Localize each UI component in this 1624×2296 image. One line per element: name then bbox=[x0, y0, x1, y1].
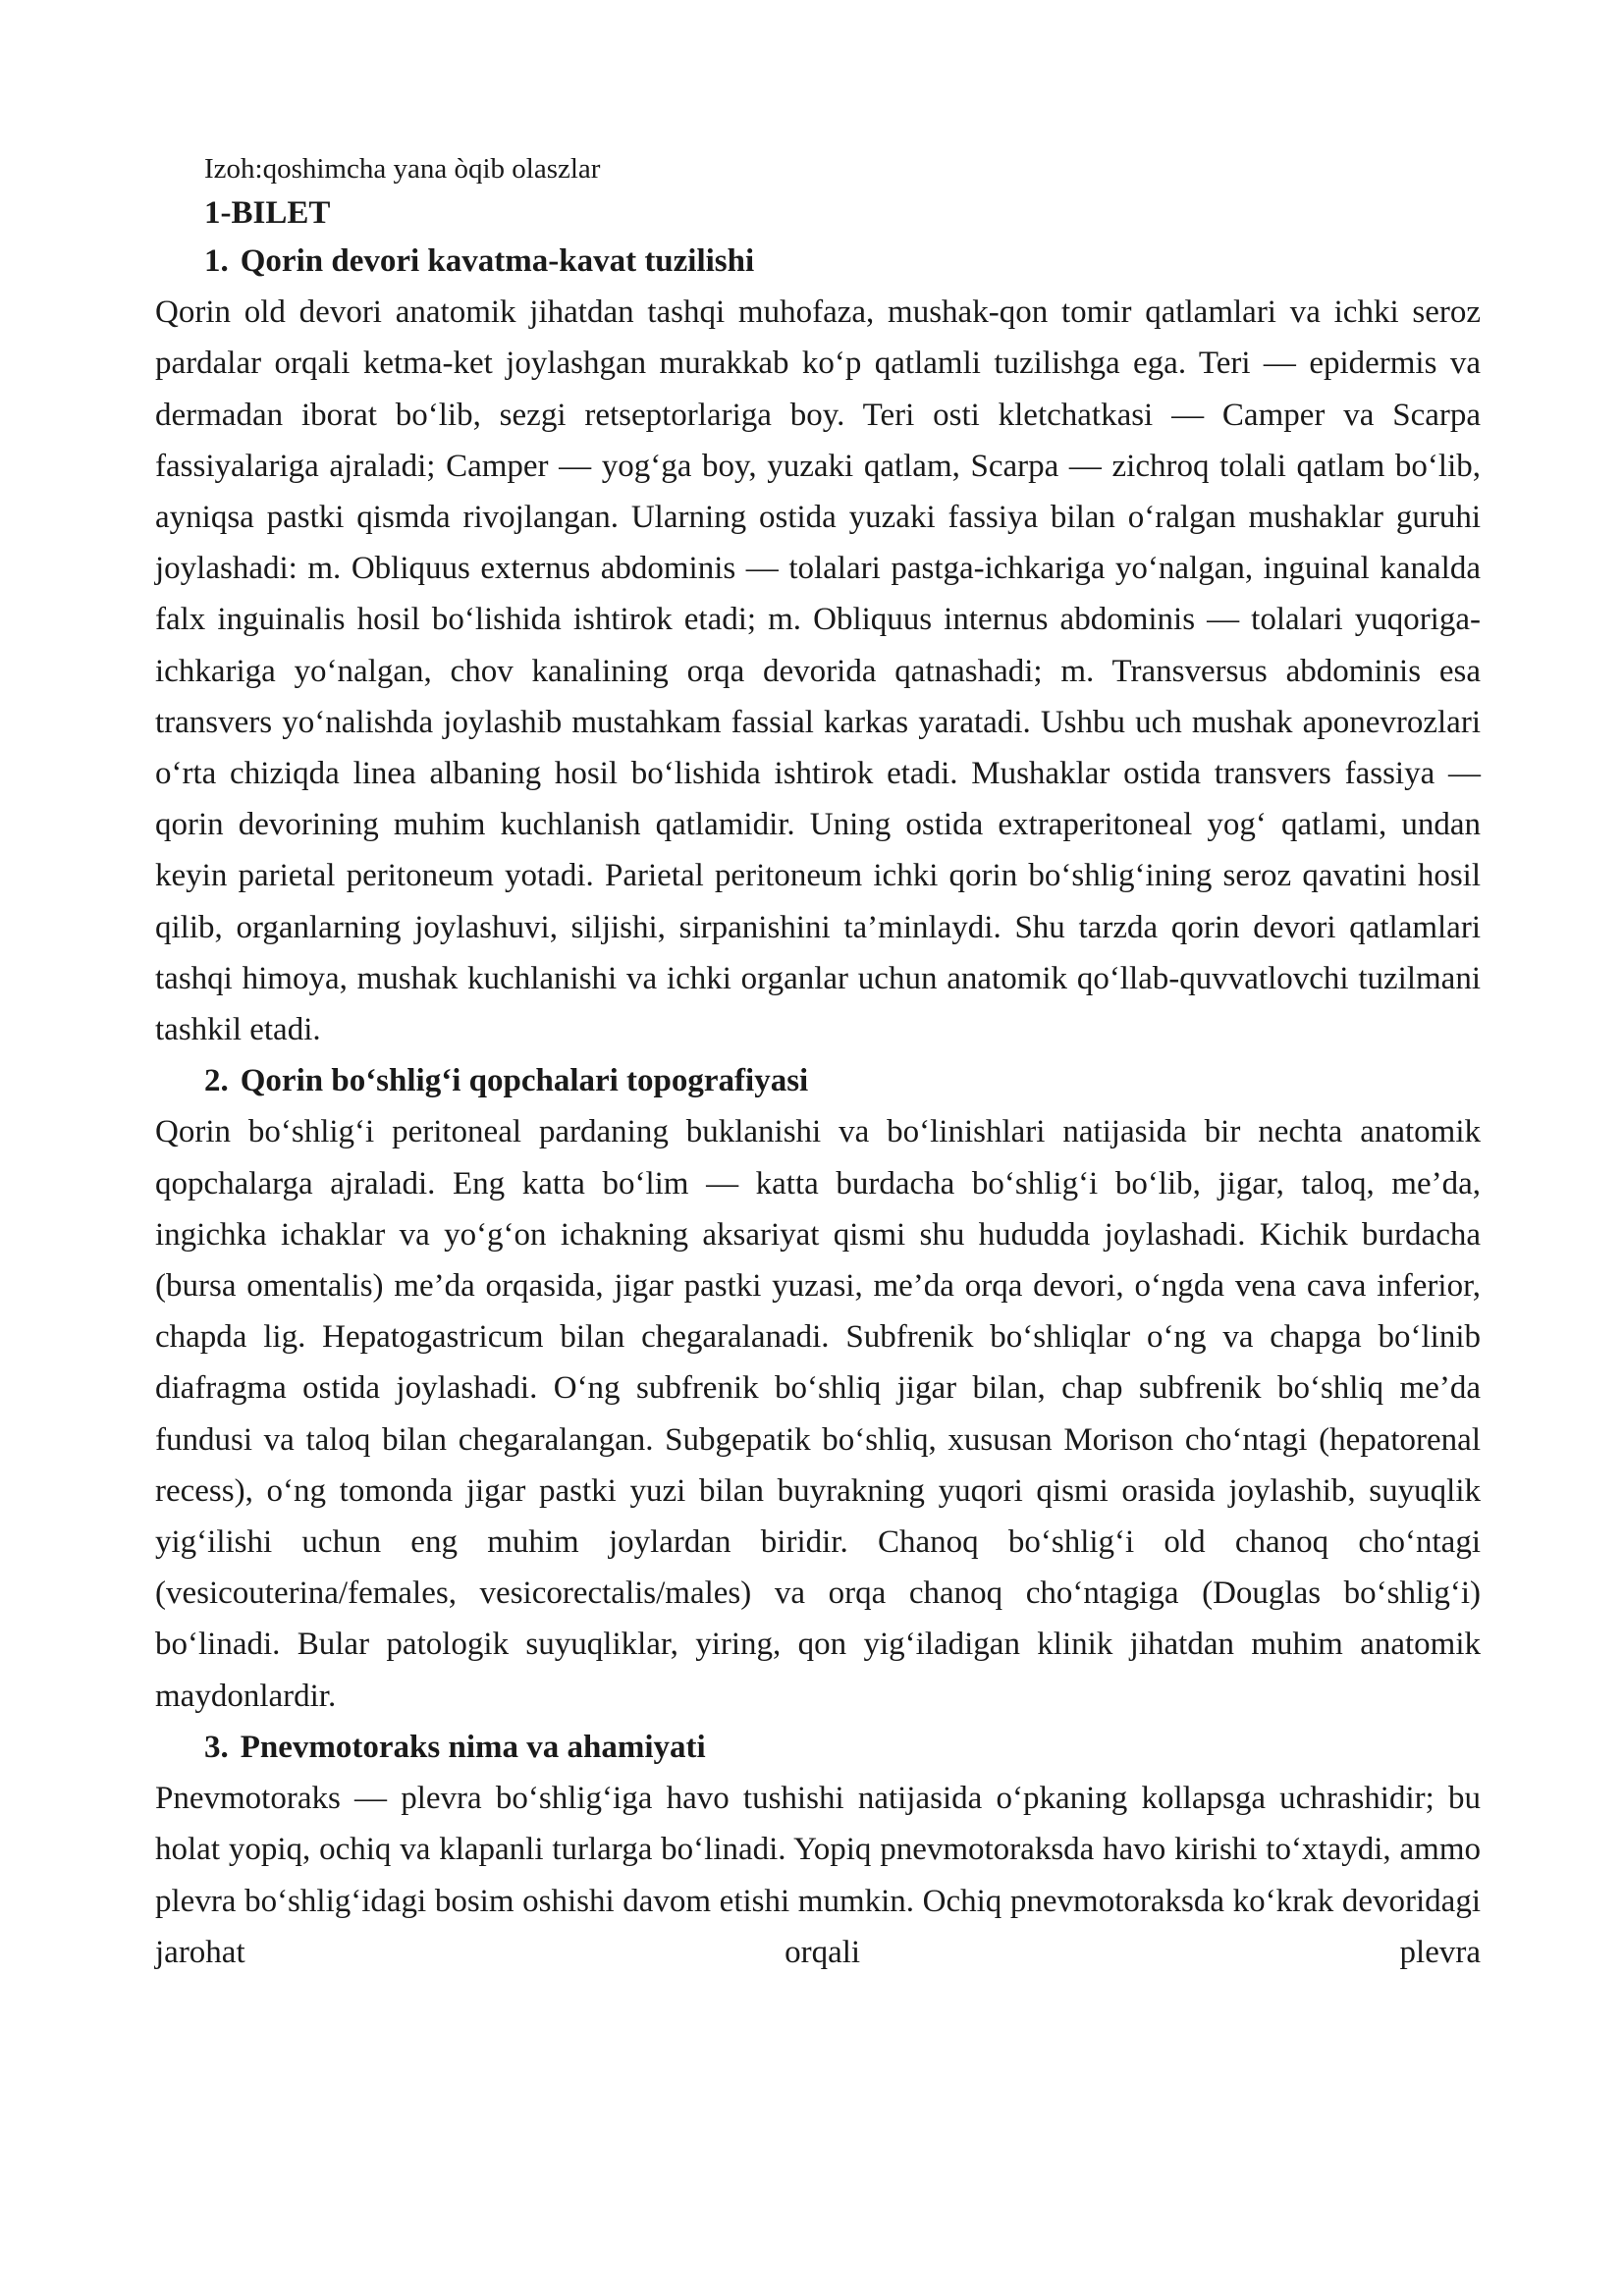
question-number: 1. bbox=[204, 243, 229, 279]
question-title: Qorin bo‘shlig‘i qopchalari topografiyasi bbox=[240, 1063, 809, 1099]
answer-paragraph-2: Qorin bo‘shlig‘i peritoneal pardaning buklanishi va bo‘linishlari natijasida bir nechta anatomik qopchalarga ajraladi. Eng katta bo‘lim — katta burdacha bo‘shlig‘i bo‘lib, jigar, taloq, me’da, ingichka ichaklar va yo‘g‘on ichakning aksariyat qismi shu hududda joylashadi. Kichik burdacha (bursa omentalis) me’da orqasida, jigar pastki yuzasi, me’da orqa devori, o‘ngda vena cava inferior, chapda lig. Hepatogastricum bilan chegaralanadi. Subfrenik bo‘shliqlar o‘ng va chapga bo‘linib diafragma ostida joylashadi. O‘ng subfrenik bo‘shliq jigar bilan, chap subfrenik bo‘shliq me’da fundusi va taloq bilan chegaralangan. Subgepatik bo‘shliq, xususan Morison cho‘ntagi (hepatorenal recess), o‘ng tomonda jigar pastki yuzi bilan buyrakning yuqori qismi orasida joylashib, suyuqlik yig‘ilishi uchun eng muhim joylardan biridir. Chanoq bo‘shlig‘i old chanoq cho‘ntagi (vesicouterina/females, vesicorectalis/males) va orqa chanoq cho‘ntagiga (Douglas bo‘shlig‘i) bo‘linadi. Bular patologik suyuqliklar, yiring, qon yig‘iladigan klinik jihatdan muhim anatomik maydonlardir. bbox=[155, 1114, 1481, 1714]
answer-paragraph-1: Qorin old devori anatomik jihatdan tashqi muhofaza, mushak-qon tomir qatlamlari va ichki seroz pardalar orqali ketma-ket joylashgan murakkab ko‘p qatlamli tuzilishga ega. Teri — epidermis va dermadan iborat bo‘lib, sezgi retseptorlariga boy. Teri osti kletchatkasi — Camper va Scarpa fassiyalariga ajraladi; Camper — yog‘ga boy, yuzaki qatlam, Scarpa — zichroq tolali qatlam bo‘lib, ayniqsa pastki qismda rivojlangan. Ularning ostida yuzaki fassiya bilan o‘ralgan mushaklar guruhi joylashadi: m. Obliquus externus abdominis — tolalari pastga-ichkariga yo‘nalgan, inguinal kanalda falx inguinalis hosil bo‘lishida ishtirok etadi; m. Obliquus internus abdominis — tolalari yuqoriga-ichkariga yo‘nalgan, chov kanalining orqa devorida qatnashadi; m. Transversus abdominis esa transvers yo‘nalishda joylashib mustahkam fassial karkas yaratadi. Ushbu uch mushak aponevrozlari o‘rta chiziqda linea albaning hosil bo‘lishida ishtirok etadi. Mushaklar ostida transvers fassiya — qorin devorining muhim kuchlanish qatlamidir. Uning ostida extraperitoneal yog‘ qatlami, undan keyin parietal peritoneum yotadi. Parietal peritoneum ichki qorin bo‘shlig‘ining seroz qavatini hosil qilib, organlarning joylashuvi, siljishi, sirpanishini ta’minlaydi. Shu tarzda qorin devori qatlamlari tashqi himoya, mushak kuchlanishi va ichki organlar uchun anatomik qo‘llab-quvvatlovchi tuzilmani tashkil etadi. bbox=[155, 294, 1481, 1048]
question-heading-1 bbox=[204, 236, 1481, 287]
question-number: 3. bbox=[204, 1729, 229, 1765]
document-page bbox=[155, 147, 1481, 1978]
question-title: Qorin devori kavatma-kavat tuzilishi bbox=[240, 243, 755, 279]
question-title: Pnevmotoraks nima va ahamiyati bbox=[240, 1729, 706, 1765]
question-number: 2. bbox=[204, 1063, 229, 1099]
note-line: Izoh:qoshimcha yana òqib olaszlar bbox=[204, 153, 601, 185]
question-heading-2 bbox=[204, 1055, 1481, 1106]
ticket-title: 1-BILET bbox=[204, 195, 331, 231]
answer-paragraph-3: Pnevmotoraks — plevra bo‘shlig‘iga havo tushishi natijasida o‘pkaning kollapsga uchrashidir; bu holat yopiq, ochiq va klapanli turlarga bo‘linadi. Yopiq pnevmotoraksda havo kirishi to‘xtaydi, ammo plevra bo‘shlig‘idagi bosim oshishi davom etishi mumkin. Ochiq pnevmotoraksda ko‘krak devoridagi jarohat orqali plevra bbox=[155, 1781, 1481, 1970]
question-heading-3 bbox=[204, 1722, 1481, 1773]
